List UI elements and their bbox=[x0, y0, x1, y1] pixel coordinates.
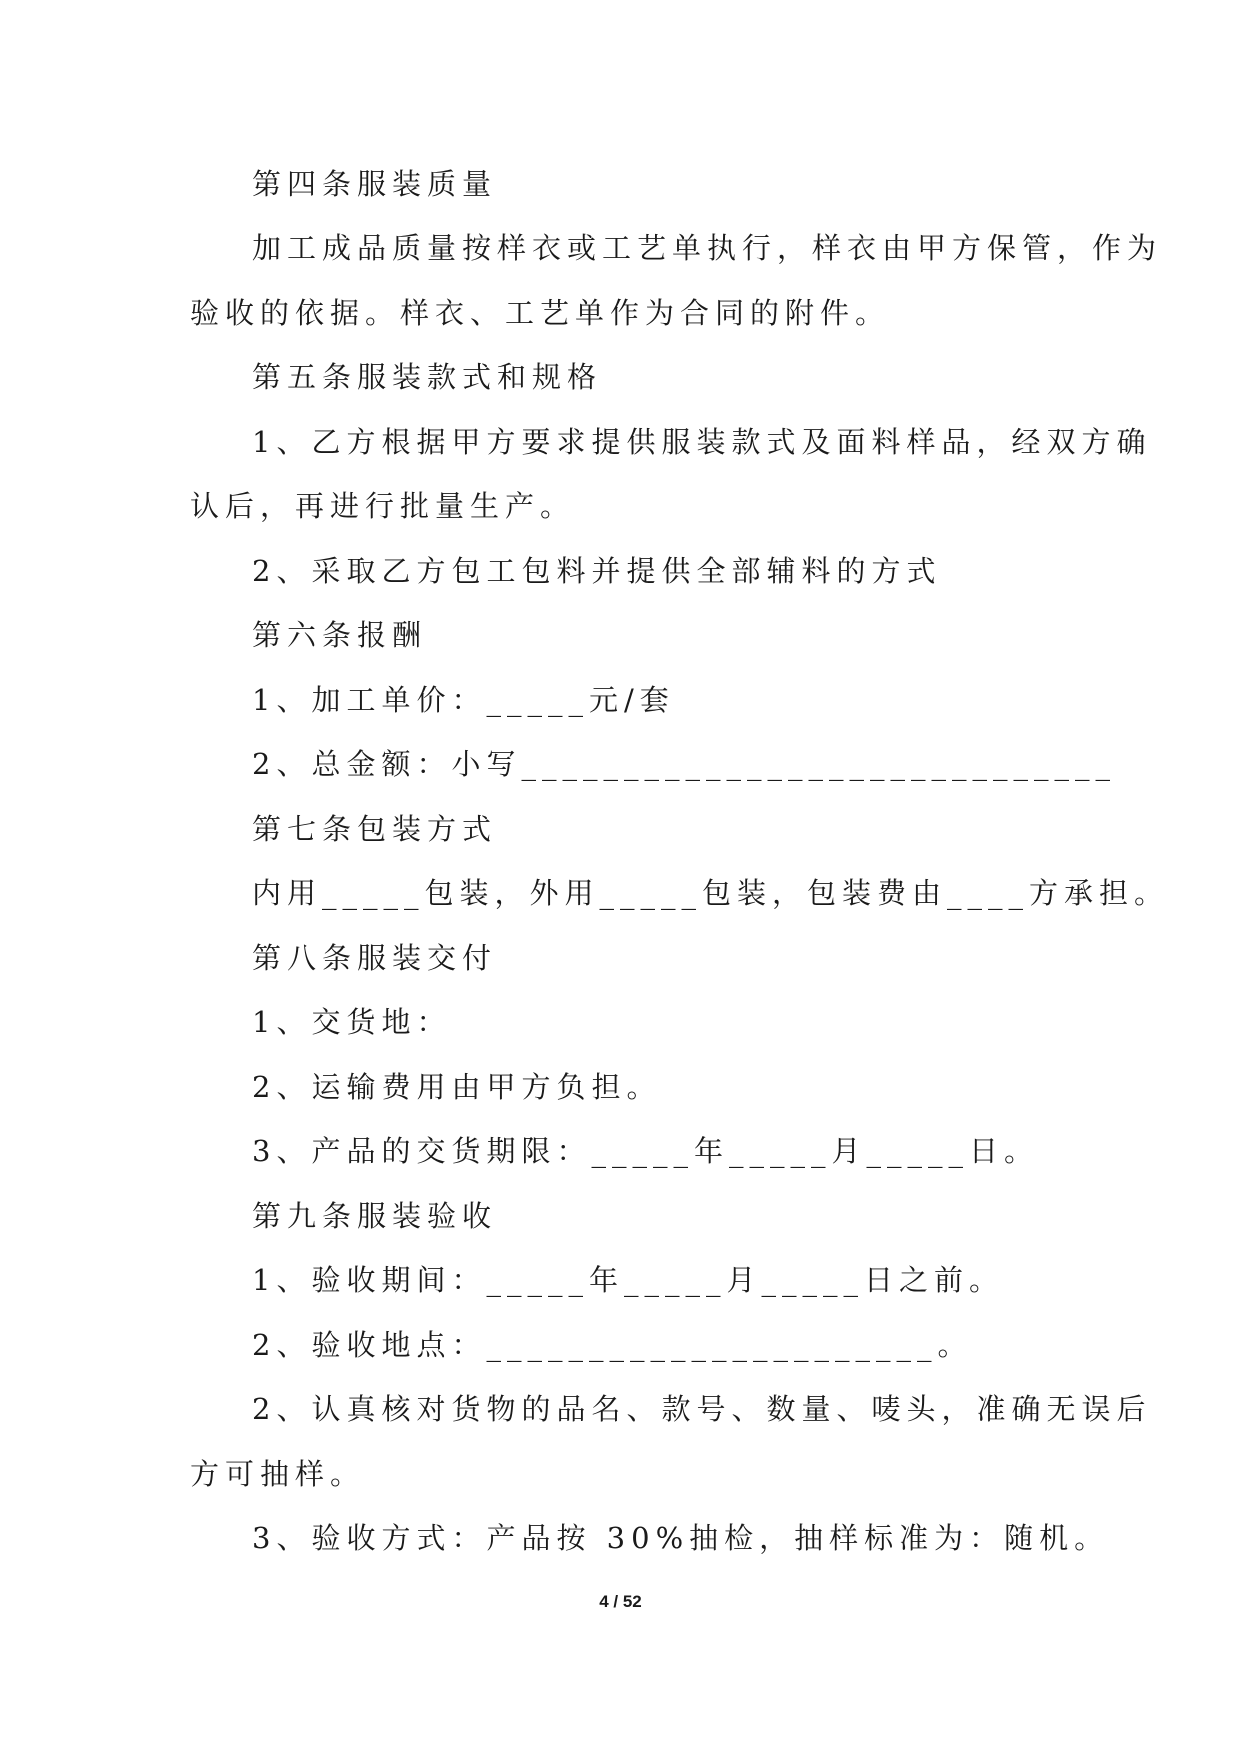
paragraph-line: 1、交货地： bbox=[252, 1005, 452, 1039]
paragraph-line: 加工成品质量按样衣或工艺单执行，样衣由甲方保管，作为 bbox=[252, 231, 1163, 265]
paragraph-line: 2、总金额：小写_____________________________ bbox=[252, 747, 1116, 781]
page-number: 4 / 52 bbox=[599, 1592, 642, 1611]
paragraph-line: 1、加工单价：_____元/套 bbox=[252, 683, 675, 717]
paragraph-line: 2、认真核对货物的品名、款号、数量、唛头，准确无误后 bbox=[252, 1392, 1152, 1426]
article-8-heading: 第八条服装交付 bbox=[252, 941, 498, 975]
paragraph-line: 3、验收方式：产品按 30%抽检，抽样标准为：随机。 bbox=[252, 1521, 1110, 1555]
paragraph-line: 方可抽样。 bbox=[190, 1457, 366, 1491]
paragraph-line: 1、验收期间：_____年_____月_____日之前。 bbox=[252, 1263, 1004, 1297]
article-9-heading: 第九条服装验收 bbox=[252, 1199, 498, 1233]
article-4-heading: 第四条服装质量 bbox=[252, 167, 498, 201]
paragraph-line: 验收的依据。样衣、工艺单作为合同的附件。 bbox=[190, 296, 891, 330]
article-5-heading: 第五条服装款式和规格 bbox=[252, 360, 603, 394]
paragraph-line: 2、采取乙方包工包料并提供全部辅料的方式 bbox=[252, 554, 942, 588]
paragraph-line: 2、运输费用由甲方负担。 bbox=[252, 1070, 662, 1104]
paragraph-line: 2、验收地点：______________________。 bbox=[252, 1328, 973, 1362]
paragraph-line: 内用_____包装，外用_____包装，包装费由____方承担。 bbox=[252, 876, 1170, 910]
article-6-heading: 第六条报酬 bbox=[252, 618, 428, 652]
article-7-heading: 第七条包装方式 bbox=[252, 812, 498, 846]
paragraph-line: 认后，再进行批量生产。 bbox=[190, 489, 576, 523]
paragraph-line: 3、产品的交货期限：_____年_____月_____日。 bbox=[252, 1134, 1039, 1168]
paragraph-line: 1、乙方根据甲方要求提供服装款式及面料样品，经双方确 bbox=[252, 425, 1152, 459]
